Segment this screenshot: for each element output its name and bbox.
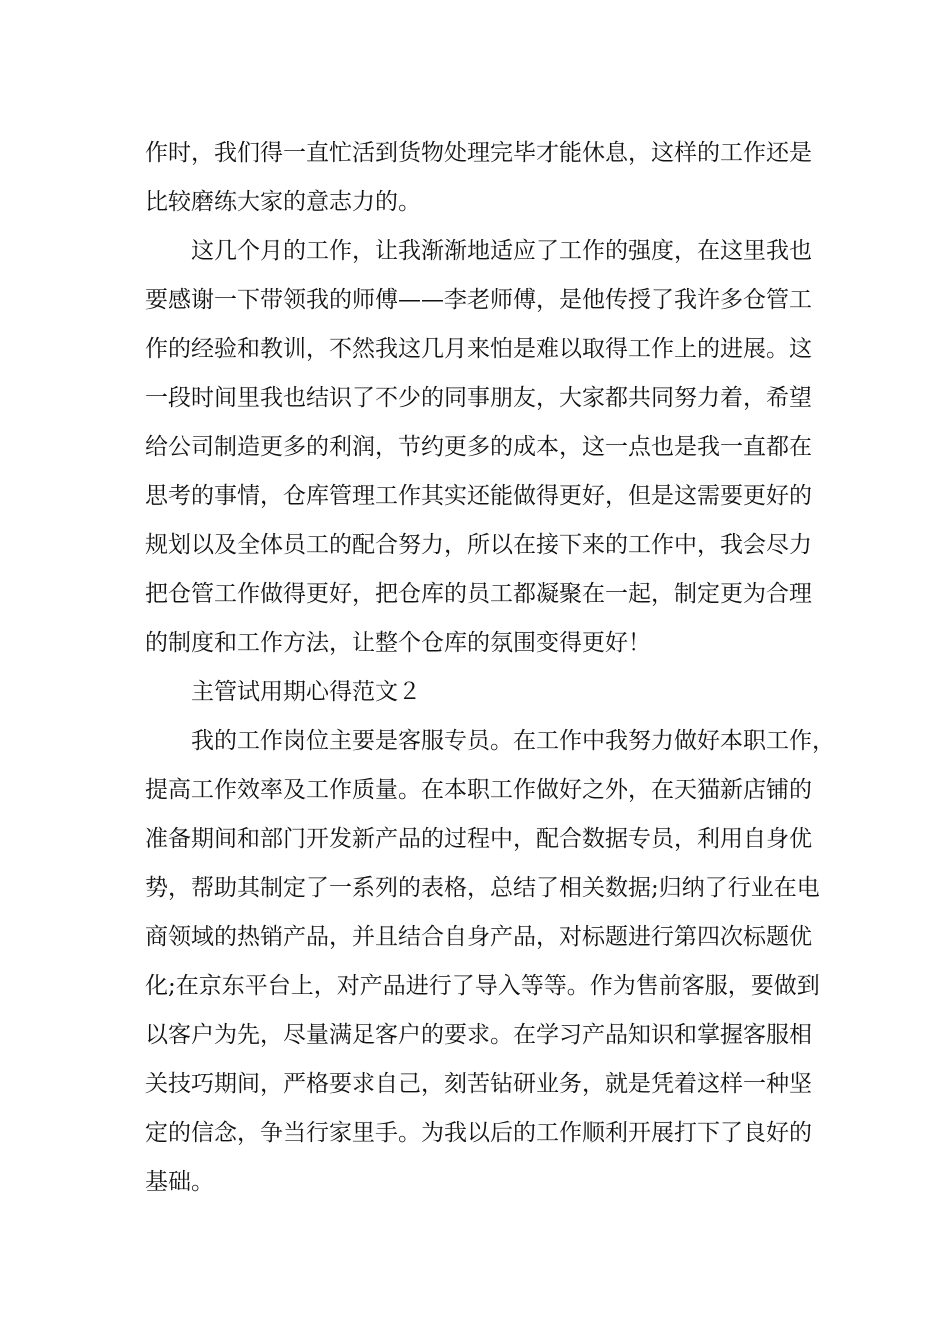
- paragraph-line: 准备期间和部门开发新产品的过程中，配合数据专员，利用自身优: [145, 826, 812, 852]
- paragraph-line: 以客户为先，尽量满足客户的要求。在学习产品知识和掌握客服相: [145, 1022, 812, 1048]
- paragraph-line: 给公司制造更多的利润，节约更多的成本，这一点也是我一直都在: [145, 434, 812, 460]
- section-heading: 主管试用期心得范文２: [191, 679, 421, 705]
- paragraph-line: 思考的事情，仓库管理工作其实还能做得更好，但是这需要更好的: [145, 483, 812, 509]
- paragraph-2: [145, 227, 815, 668]
- paragraph-line: 化;在京东平台上，对产品进行了导入等等。作为售前客服，要做到: [145, 973, 820, 999]
- paragraph-line: 要感谢一下带领我的师傅——李老师傅，是他传授了我许多仓管工: [145, 287, 812, 313]
- paragraph-line: 把仓管工作做得更好，把仓库的员工都凝聚在一起，制定更为合理: [145, 581, 812, 607]
- paragraph-line: 规划以及全体员工的配合努力，所以在接下来的工作中，我会尽力: [145, 532, 812, 558]
- paragraph-line: 势，帮助其制定了一系列的表格，总结了相关数据;归纳了行业在电: [145, 875, 820, 901]
- paragraph-line: 我的工作岗位主要是客服专员。在工作中我努力做好本职工作，: [191, 728, 835, 754]
- paragraph-line: 作的经验和教训，不然我这几月来怕是难以取得工作上的进展。这: [145, 336, 812, 362]
- document-body: [145, 129, 835, 1207]
- paragraph-line: 基础。: [145, 1169, 214, 1195]
- paragraph-line: 这几个月的工作，让我渐渐地适应了工作的强度，在这里我也: [191, 238, 812, 264]
- paragraph-line: 关技巧期间，严格要求自己，刻苦钻研业务，就是凭着这样一种坚: [145, 1071, 812, 1097]
- paragraph-line: 比较磨练大家的意志力的。: [145, 189, 421, 215]
- paragraph-line: 定的信念，争当行家里手。为我以后的工作顺利开展打下了良好的: [145, 1120, 812, 1146]
- paragraph-line: 作时，我们得一直忙活到货物处理完毕才能休息，这样的工作还是: [145, 140, 812, 166]
- paragraph-line: 商领域的热销产品，并且结合自身产品，对标题进行第四次标题优: [145, 924, 812, 950]
- paragraph-line: 提高工作效率及工作质量。在本职工作做好之外，在天猫新店铺的: [145, 777, 812, 803]
- paragraph-3: [145, 717, 835, 1207]
- paragraph-line: 一段时间里我也结识了不少的同事朋友，大家都共同努力着，希望: [145, 385, 812, 411]
- paragraph-line: 的制度和工作方法，让整个仓库的氛围变得更好！: [145, 630, 651, 656]
- paragraph-1: [145, 129, 815, 227]
